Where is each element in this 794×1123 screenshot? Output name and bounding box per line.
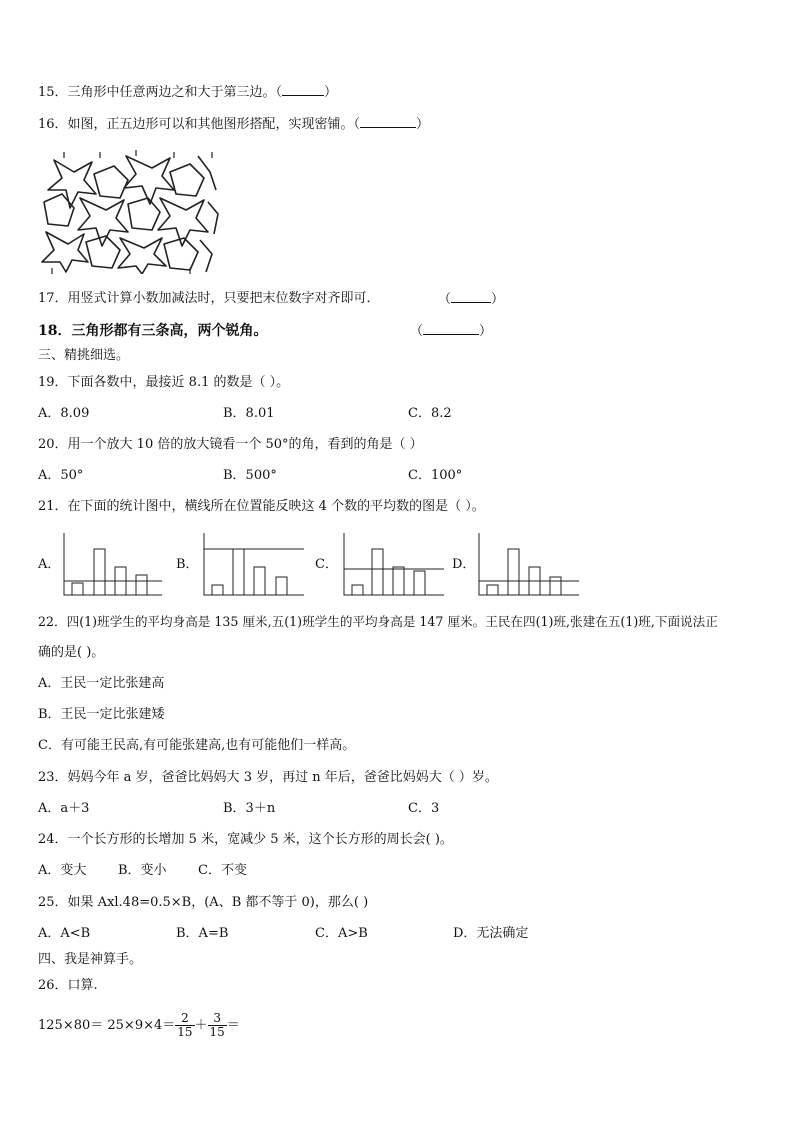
question-16: [38, 116, 429, 133]
question-21: 21．在下面的统计图中，横线所在位置能反映这 4 个数的平均数的图是（ ）。: [38, 499, 485, 514]
plus-sign: ＋: [194, 1018, 208, 1033]
q18-close: ）: [479, 324, 493, 339]
denominator: 15: [209, 1025, 225, 1039]
bar: [94, 549, 105, 595]
tess-row-top: [48, 156, 216, 208]
question-24: 24．一个长方形的长增加 5 米，宽减少 5 米，这个长方形的周长会( )。: [38, 832, 453, 847]
star-shape: [124, 156, 174, 204]
pentagon-shape: [86, 236, 120, 268]
question-26-title: 26．口算.: [38, 978, 98, 993]
q26-expr-1: 125×80＝ 25×9×4＝: [38, 1018, 176, 1033]
q23-option-a[interactable]: A．a＋3: [38, 801, 90, 816]
q21-option-b-label[interactable]: B．: [176, 557, 199, 572]
q21-option-d-label[interactable]: D．: [452, 557, 476, 572]
q20-option-c[interactable]: C．100°: [408, 468, 463, 483]
q25-option-c[interactable]: C．A>B: [315, 926, 368, 941]
answer-blank[interactable]: [451, 291, 491, 303]
q19-option-b[interactable]: B．8.01: [223, 406, 275, 421]
question-19: 19．下面各数中，最接近 8.1 的数是（ ）。: [38, 375, 290, 390]
pentagon-shape: [44, 194, 74, 226]
bar: [508, 549, 519, 595]
pentagon-tessellation-figure: [40, 150, 220, 274]
q15-close: ）: [324, 85, 338, 100]
q26-expressions: [38, 1012, 240, 1040]
bar: [352, 585, 363, 595]
q25-option-b[interactable]: B．A=B: [176, 926, 229, 941]
chart-option-c[interactable]: [340, 531, 446, 597]
answer-blank[interactable]: [423, 323, 479, 335]
q25-option-a[interactable]: A．A<B: [38, 926, 91, 941]
answer-blank[interactable]: [360, 116, 416, 128]
q16-close: ）: [416, 117, 430, 132]
q20-option-b[interactable]: B．500°: [223, 468, 277, 483]
q18-answer: [410, 323, 492, 340]
q16-text: 16．如图，正五边形可以和其他图形搭配，实现密铺。（: [38, 117, 361, 132]
q15-text: 15．三角形中任意两边之和大于第三边。（: [38, 85, 283, 100]
bar: [72, 583, 83, 595]
q21-option-c-label[interactable]: C．: [315, 557, 338, 572]
bar: [212, 585, 223, 595]
bar: [550, 577, 561, 595]
tick-marks: [52, 150, 212, 274]
chart-option-a[interactable]: [60, 531, 164, 597]
pentagon-shape: [128, 198, 160, 230]
bar: [487, 585, 498, 595]
section-4-heading: 四、我是神算手。: [38, 952, 143, 967]
pentagon-shape: [170, 164, 204, 196]
q22-option-a[interactable]: A．王民一定比张建高: [38, 676, 165, 691]
star-shape: [118, 238, 166, 274]
chart-option-b[interactable]: [200, 531, 306, 597]
numerator: 3: [208, 1012, 227, 1026]
bar: [372, 549, 383, 595]
bar: [233, 549, 244, 595]
chart-option-d[interactable]: [475, 531, 581, 597]
edge-line: [200, 240, 212, 272]
q17-open: （: [438, 292, 452, 307]
q17-close: ）: [491, 292, 505, 307]
question-17: [38, 291, 380, 307]
answer-blank[interactable]: [282, 84, 324, 96]
numerator: 2: [175, 1012, 194, 1026]
q19-option-a[interactable]: A．8.09: [38, 406, 90, 421]
q20-option-a[interactable]: A．50°: [38, 468, 84, 483]
q18-open: （: [410, 324, 424, 339]
edge-line: [208, 202, 218, 234]
q24-option-a[interactable]: A．变大: [38, 863, 87, 878]
fraction-2-15: [175, 1012, 194, 1039]
q19-option-c[interactable]: C．8.2: [408, 406, 452, 421]
question-22-line-2: 确的是( )。: [38, 645, 105, 660]
q17-answer: [438, 291, 504, 308]
bar: [254, 567, 265, 595]
question-18: [38, 323, 267, 339]
bar: [276, 577, 287, 595]
q21-option-a-label[interactable]: A．: [38, 557, 61, 572]
chart-axes: [344, 533, 444, 595]
q24-option-c[interactable]: C．不变: [198, 863, 247, 878]
q23-option-b[interactable]: B．3＋n: [223, 801, 276, 816]
star-shape: [48, 160, 96, 208]
q23-option-c[interactable]: C．3: [408, 801, 440, 816]
bar: [136, 575, 147, 595]
pentagon-shape: [94, 166, 128, 198]
q22-option-b[interactable]: B．王民一定比张建矮: [38, 707, 165, 722]
fraction-3-15: [208, 1012, 227, 1039]
section-3-heading: 三、精挑细选。: [38, 348, 130, 363]
q24-option-b[interactable]: B．变小: [118, 863, 167, 878]
equals-sign: ＝: [226, 1018, 240, 1033]
tess-row-middle: [44, 194, 218, 246]
q25-option-d[interactable]: D．无法确定: [453, 926, 529, 941]
question-20: 20．用一个放大 10 倍的放大镜看一个 50°的角，看到的角是（ ）: [38, 437, 423, 452]
question-25: 25．如果 Axl.48=0.5×B，(A、B 都不等于 0)，那么( ): [38, 895, 369, 910]
bar: [393, 567, 404, 595]
star-shape: [42, 232, 88, 272]
q18-text: 18．三角形都有三条高，两个锐角。: [38, 323, 268, 339]
question-22-line-1: 22．四(1)班学生的平均身高是 135 厘米,五(1)班学生的平均身高是 147 厘米。王民在四(1)班,张建在五(1)班,下面说法正: [38, 614, 718, 629]
question-23: 23．妈妈今年 a 岁，爸爸比妈妈大 3 岁，再过 n 年后，爸爸比妈妈大（ ）岁。: [38, 770, 498, 785]
q17-text: 17．用竖式计算小数加减法时，只要把末位数字对齐即可．: [38, 291, 380, 306]
q22-option-c[interactable]: C．有可能王民高,有可能张建高,也有可能他们一样高。: [38, 738, 356, 753]
denominator: 15: [177, 1025, 193, 1039]
bar: [414, 571, 425, 595]
question-15: [38, 84, 337, 101]
